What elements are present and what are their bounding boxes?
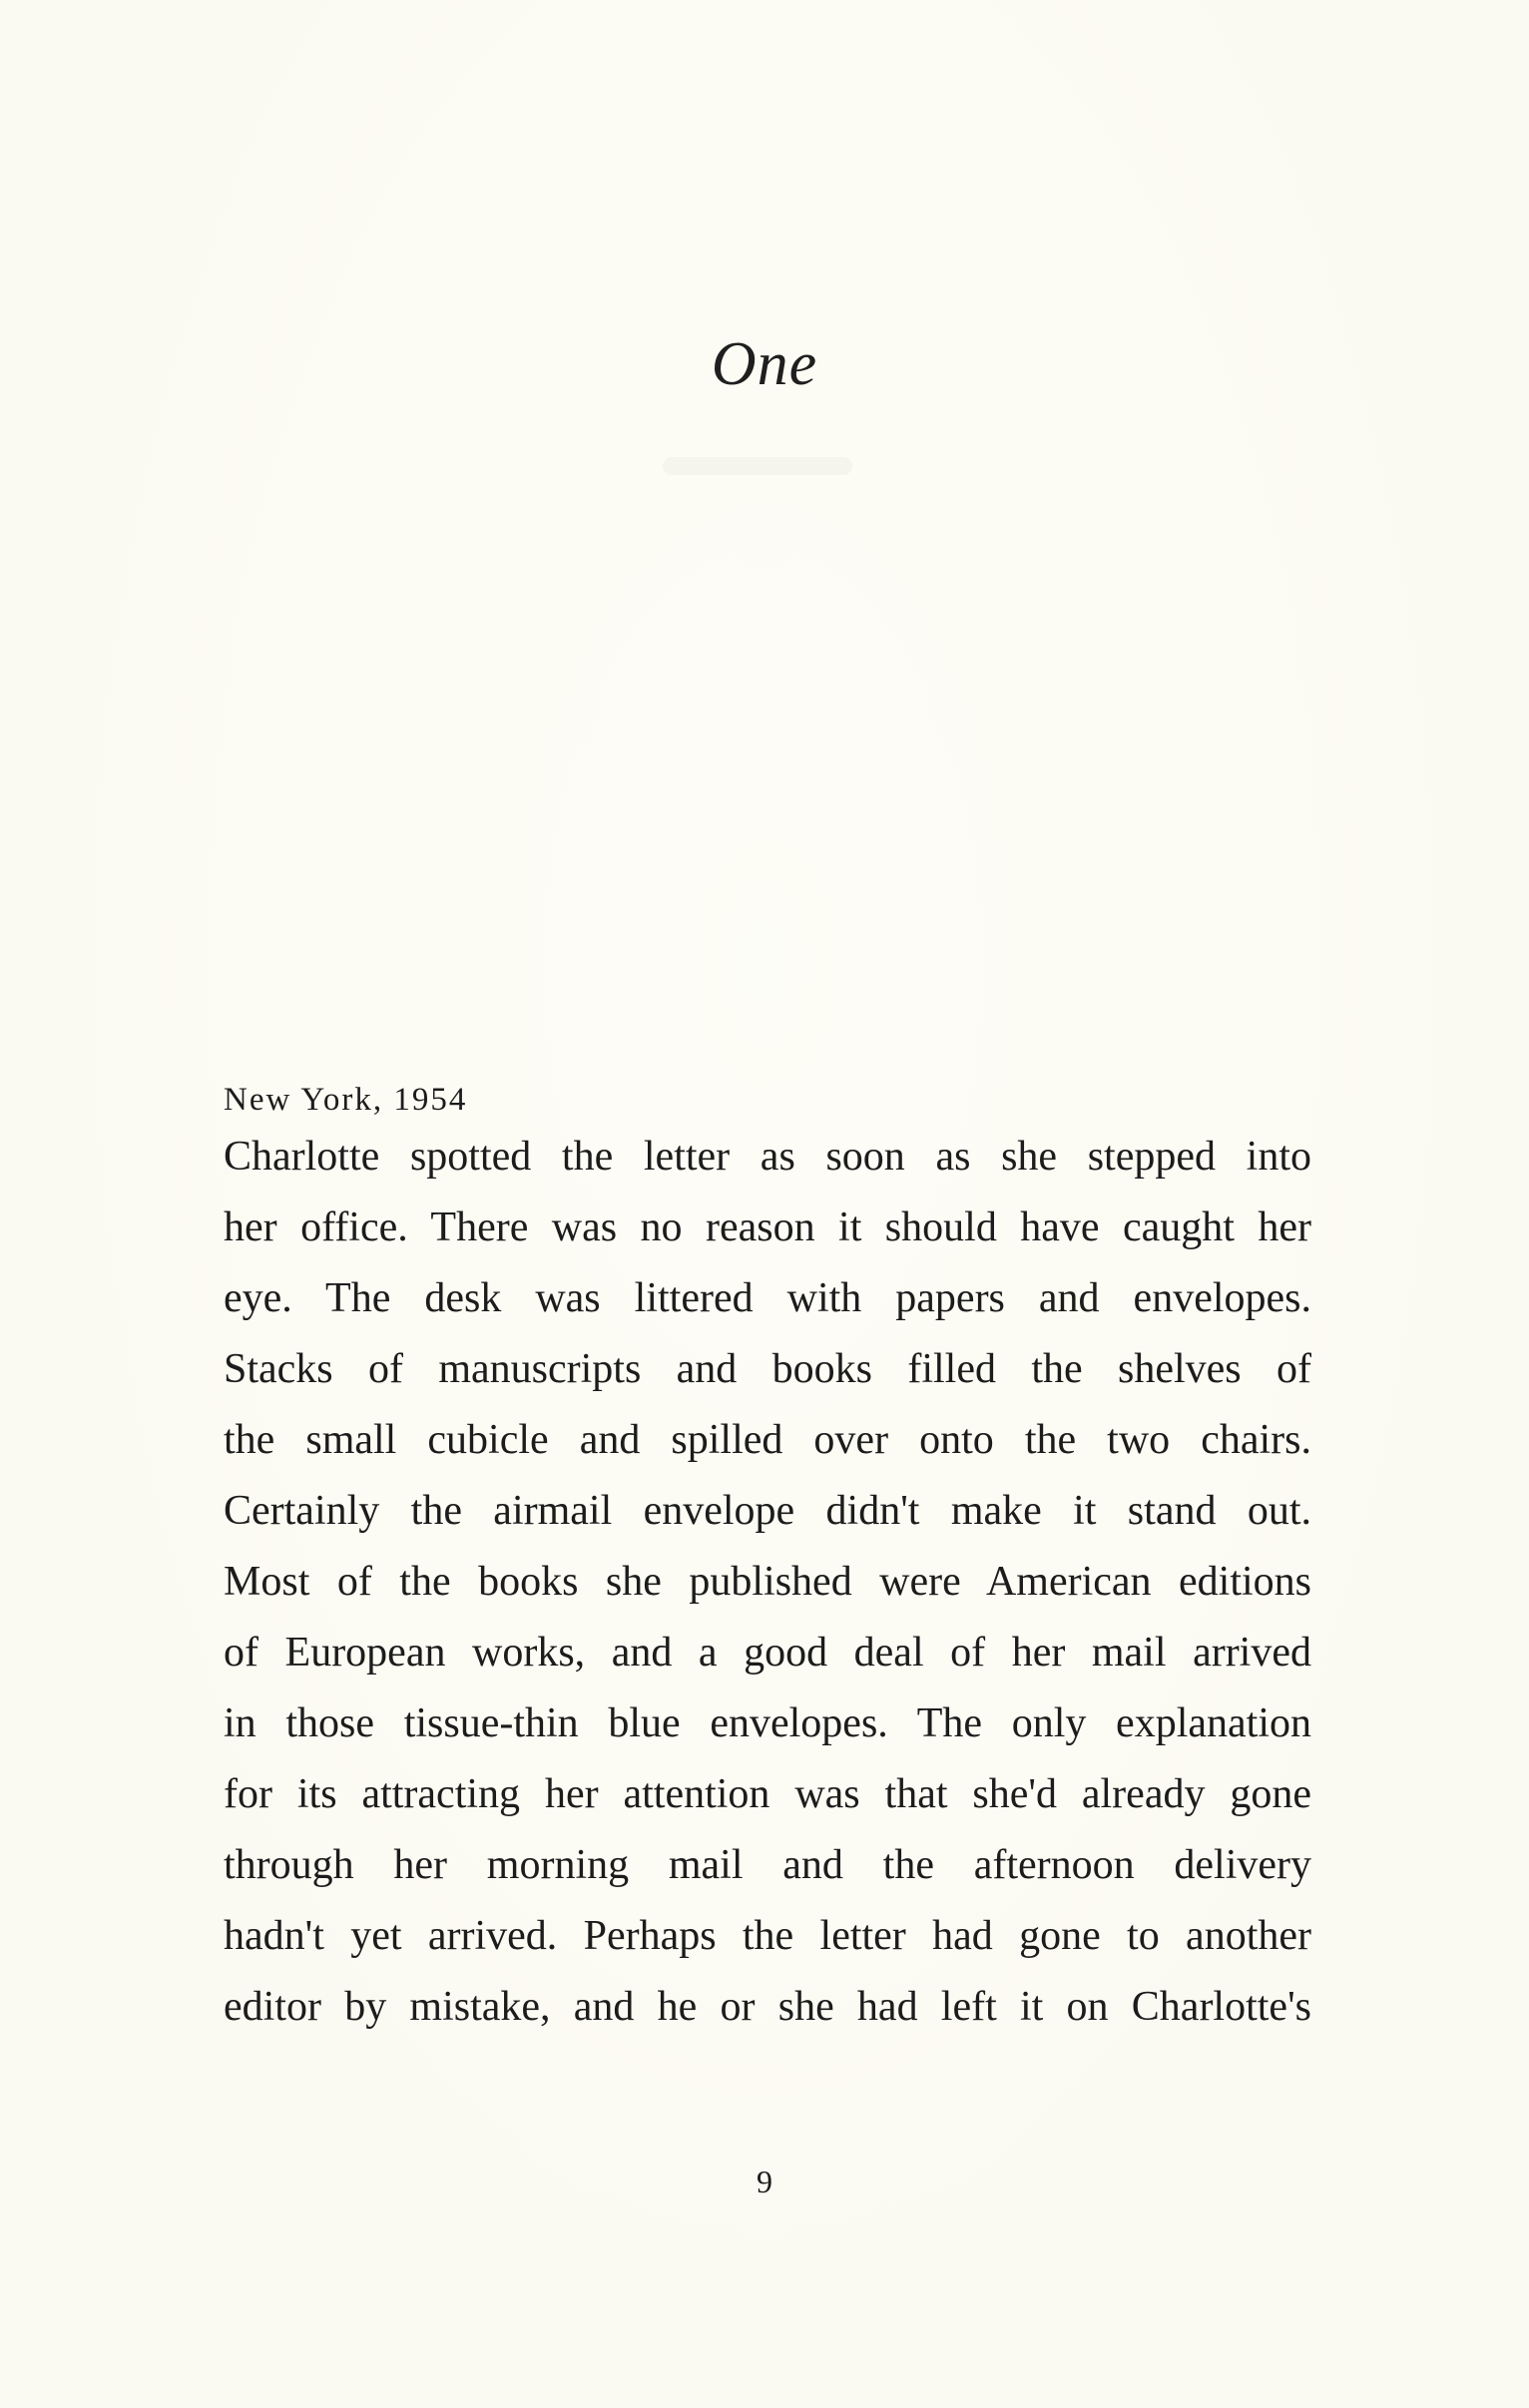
text-line: in those tissue-thin blue envelopes. The only explanation bbox=[224, 1700, 1311, 1746]
text-line: editor by mistake, and he or she had left it on Charlotte's bbox=[224, 1984, 1311, 2030]
text-line: her office. There was no reason it should have caught her bbox=[224, 1204, 1311, 1250]
text-line: Most of the books she published were American editions bbox=[224, 1559, 1311, 1605]
text-line: hadn't yet arrived. Perhaps the letter had gone to another bbox=[224, 1913, 1311, 1959]
paragraph bbox=[224, 1122, 1311, 2043]
text-line: the small cubicle and spilled over onto the two chairs. bbox=[224, 1417, 1311, 1463]
text-line: for its attracting her attention was that she'd already gone bbox=[224, 1771, 1311, 1817]
text-line: eye. The desk was littered with papers and envelopes. bbox=[224, 1275, 1311, 1321]
text-line: Certainly the airmail envelope didn't make it stand out. bbox=[224, 1488, 1311, 1534]
page-number: 9 bbox=[757, 2164, 772, 2199]
text-line: Stacks of manuscripts and books filled the shelves of bbox=[224, 1346, 1311, 1392]
ornament-mark bbox=[663, 457, 852, 475]
text-line: Charlotte spotted the letter as soon as she stepped into bbox=[224, 1134, 1311, 1180]
chapter-title: One bbox=[711, 330, 818, 398]
text-line: through her morning mail and the afternoon delivery bbox=[224, 1842, 1311, 1888]
dateline: New York, 1954 bbox=[224, 1082, 468, 1118]
text-line: of European works, and a good deal of her mail arrived bbox=[224, 1630, 1311, 1676]
chapter-body bbox=[224, 1080, 1311, 2043]
